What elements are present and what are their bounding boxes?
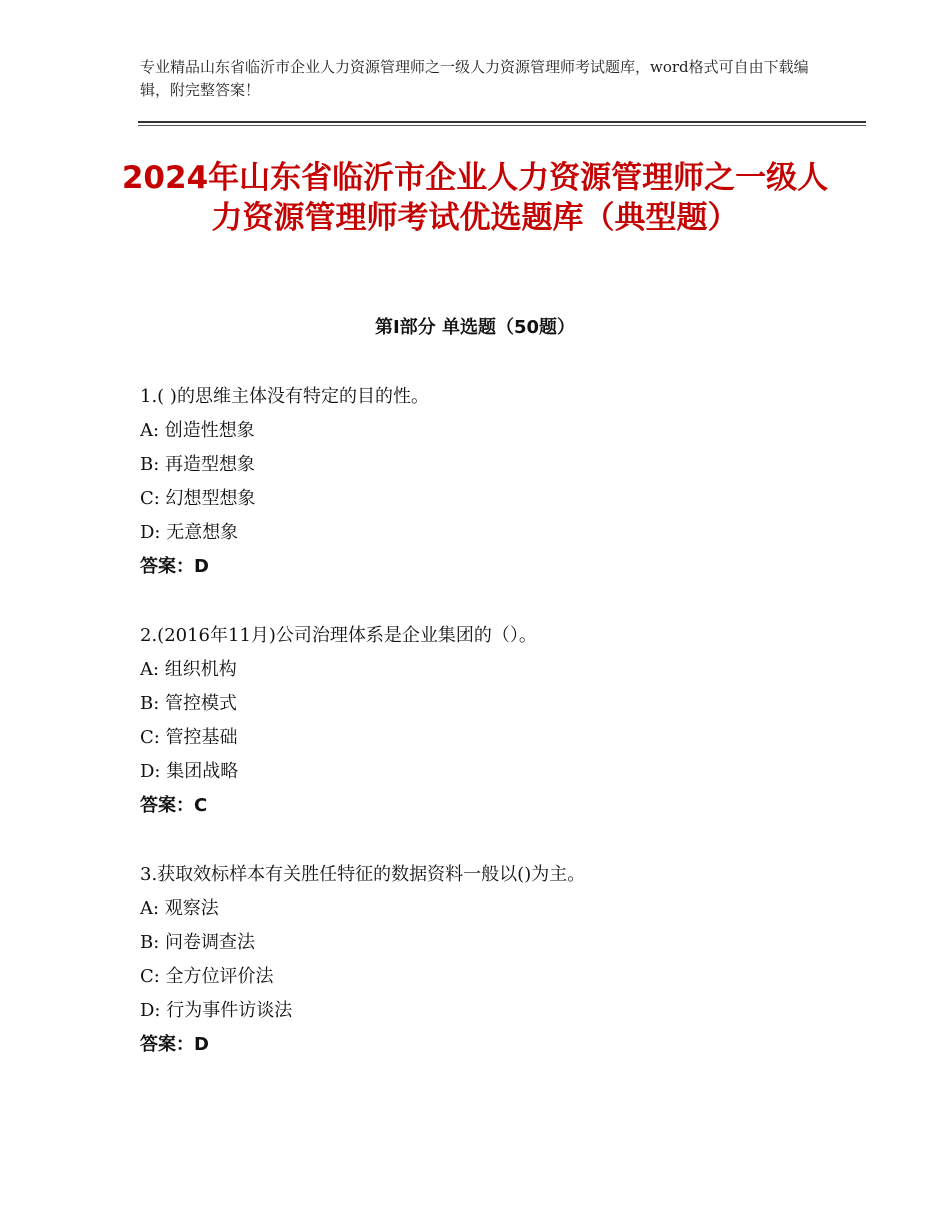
option-d: D: 无意想象 bbox=[140, 522, 239, 543]
option-a: A: 创造性想象 bbox=[140, 420, 255, 441]
option-b: B: 管控模式 bbox=[140, 693, 238, 714]
header-divider bbox=[138, 121, 866, 123]
question-stem: 1.( )的思维主体没有特定的目的性。 bbox=[140, 386, 429, 407]
option-b: B: 问卷调查法 bbox=[140, 932, 256, 953]
option-a: A: 观察法 bbox=[140, 898, 219, 919]
question-1 bbox=[140, 380, 840, 584]
option-c: C: 全方位评价法 bbox=[140, 966, 274, 987]
question-stem: 3.获取效标样本有关胜任特征的数据资料一般以()为主。 bbox=[140, 864, 586, 885]
section-title: 第Ⅰ部分 单选题（50题） bbox=[374, 317, 575, 338]
option-c: C: 管控基础 bbox=[140, 727, 238, 748]
option-d: D: 行为事件访谈法 bbox=[140, 1000, 293, 1021]
question-stem: 2.(2016年11月)公司治理体系是企业集团的（）。 bbox=[140, 625, 537, 646]
header-note: 专业精品山东省临沂市企业人力资源管理师之一级人力资源管理师考试题库，word格式可自由下载编辑，附完整答案！ bbox=[140, 58, 809, 99]
answer: 答案：D bbox=[140, 556, 209, 577]
header-divider-thin bbox=[138, 125, 866, 126]
answer: 答案：C bbox=[140, 795, 208, 816]
question-3 bbox=[140, 858, 840, 1062]
document-title: 2024年山东省临沂市企业人力资源管理师之一级人力资源管理师考试优选题库（典型题） bbox=[121, 160, 829, 236]
option-a: A: 组织机构 bbox=[140, 659, 237, 680]
option-d: D: 集团战略 bbox=[140, 761, 239, 782]
option-b: B: 再造型想象 bbox=[140, 454, 256, 475]
option-c: C: 幻想型想象 bbox=[140, 488, 256, 509]
answer: 答案：D bbox=[140, 1034, 209, 1055]
question-2 bbox=[140, 619, 840, 823]
